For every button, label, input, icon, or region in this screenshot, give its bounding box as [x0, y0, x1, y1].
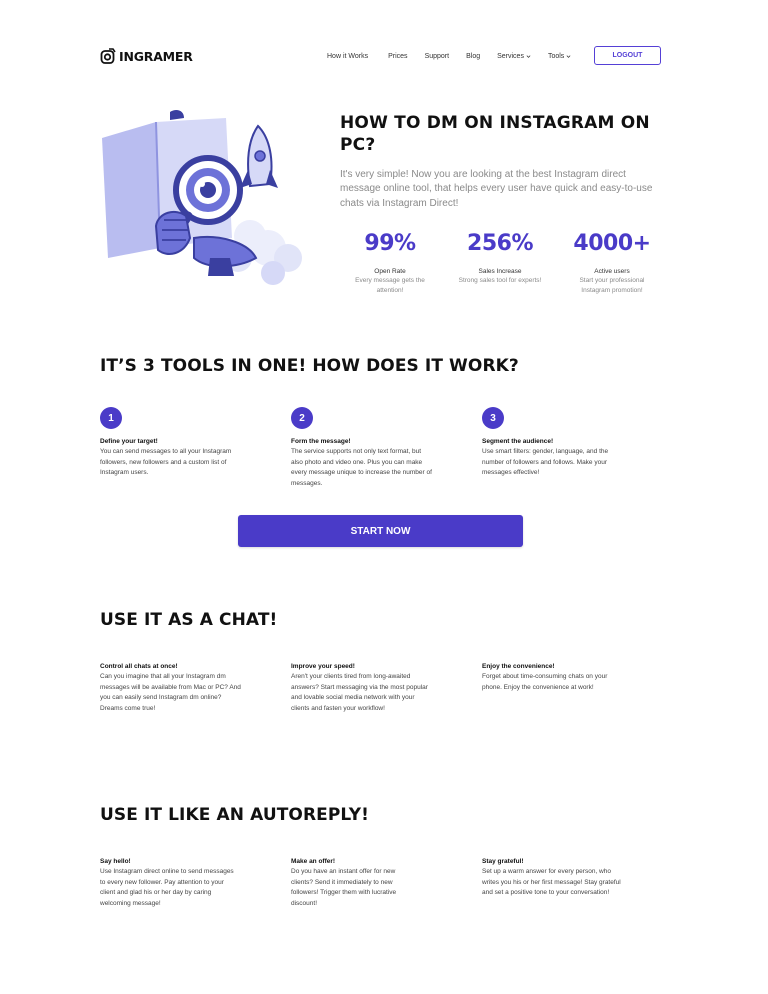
- nav-label: Support: [424, 53, 450, 60]
- stat-label: Active users: [594, 268, 630, 275]
- stats-row: [340, 230, 670, 300]
- step-title: Segment the audience!: [482, 438, 554, 445]
- stat-value: 256%: [467, 231, 533, 256]
- nav-support[interactable]: [425, 53, 450, 60]
- autoreply-item-title: Make an offer!: [291, 858, 336, 865]
- step-body: The service supports not only text format, but also photo and video one. Plus you can make every message unique to increase the number of messages.: [291, 448, 432, 487]
- step-1: [100, 407, 250, 479]
- autoreply-item-title: Stay grateful!: [482, 858, 524, 865]
- chat-item-title: Control all chats at once!: [100, 663, 178, 670]
- nav-prices[interactable]: [388, 53, 407, 60]
- autoreply-section-title: USE IT LIKE AN AUTOREPLY!: [100, 805, 369, 825]
- logo-icon: [100, 48, 116, 64]
- step-body: You can send messages to all your Instagram followers, new followers and a custom list of Instagram users.: [100, 448, 232, 476]
- step-2: [291, 407, 441, 489]
- start-now-button[interactable]: START NOW: [238, 515, 523, 547]
- stat-subtext: Start your professional Instagram promotion!: [579, 277, 645, 294]
- chat-item-2: [291, 662, 441, 714]
- site-header: [100, 46, 661, 68]
- nav-label: Tools: [547, 53, 565, 60]
- autoreply-item-body: Use Instagram direct online to send messages to every new follower. Pay attention to your client and glad his or her day by caring welcoming message!: [100, 868, 234, 907]
- stat-sales-increase: [450, 230, 550, 286]
- step-number-badge: 3: [482, 407, 504, 429]
- step-title: Define your target!: [100, 438, 158, 445]
- chat-item-3: [482, 662, 632, 693]
- chat-item-body: Aren't your clients tired from long-awaited answers? Start messaging via the most popular and lovable social media network with your clients and fasten your workflow!: [291, 673, 428, 712]
- nav-label: Prices: [388, 53, 408, 60]
- autoreply-item-body: Do you have an instant offer for new clients? Send it immediately to new followers! Trigger them with lucrative discount!: [291, 868, 397, 907]
- main-nav: [327, 53, 571, 60]
- autoreply-item-2: [291, 857, 441, 909]
- chat-item-1: [100, 662, 250, 714]
- stat-active-users: [562, 230, 662, 295]
- hero-title: HOW TO DM ON INSTAGRAM ON PC?: [340, 113, 650, 155]
- nav-label: Blog: [466, 53, 481, 60]
- nav-label: Services: [497, 53, 524, 60]
- stat-label: Open Rate: [374, 268, 406, 275]
- stat-subtext: Every message gets the attention!: [355, 277, 425, 294]
- step-number-badge: 2: [291, 407, 313, 429]
- step-body: Use smart filters: gender, language, and the number of followers and follows. Make your messages effective!: [482, 448, 609, 476]
- chat-item-title: Enjoy the convenience!: [482, 663, 555, 670]
- nav-how-it-works[interactable]: [327, 53, 368, 60]
- stat-subtext: Strong sales tool for experts!: [458, 277, 542, 284]
- stat-value: 99%: [364, 231, 416, 256]
- logout-button[interactable]: LOGOUT: [594, 46, 661, 65]
- tools-section-title: IT’S 3 TOOLS IN ONE! HOW DOES IT WORK?: [100, 356, 519, 376]
- step-title: Form the message!: [291, 438, 351, 445]
- logo-text: INGRAMER: [119, 48, 193, 64]
- chat-item-body: Forget about time-consuming chats on your phone. Enjoy the convenience at work!: [482, 673, 608, 691]
- autoreply-item-3: [482, 857, 632, 899]
- hero-illustration: [98, 108, 316, 286]
- step-3: [482, 407, 632, 479]
- autoreply-item-title: Say hello!: [100, 858, 131, 865]
- nav-services[interactable]: [497, 53, 531, 60]
- chat-item-title: Improve your speed!: [291, 663, 355, 670]
- stat-value: 4000+: [573, 231, 651, 256]
- chat-section-title: USE IT AS A CHAT!: [100, 610, 278, 630]
- stat-label: Sales Increase: [478, 268, 522, 275]
- chevron-down-icon: [526, 54, 531, 59]
- stat-open-rate: [340, 230, 440, 295]
- chat-item-body: Can you imagine that all your Instagram dm messages will be available from Mac or PC? And you can easily send Instagram dm online? Dreams come true!: [100, 673, 241, 712]
- hero-description: It's very simple! Now you are looking at the best Instagram direct message online tool, that helps every user have quick and easy-to-use chats via Instagram Direct!: [340, 169, 653, 209]
- step-number-badge: 1: [100, 407, 122, 429]
- nav-label: How it Works: [327, 53, 369, 60]
- chevron-down-icon: [566, 54, 571, 59]
- autoreply-item-body: Set up a warm answer for every person, who writes you his or her first message! Stay grateful and set a positive tone to your conversation!: [482, 868, 621, 896]
- autoreply-item-1: [100, 857, 250, 909]
- nav-tools[interactable]: [548, 53, 571, 60]
- nav-blog[interactable]: [466, 53, 480, 60]
- logo[interactable]: [100, 48, 193, 64]
